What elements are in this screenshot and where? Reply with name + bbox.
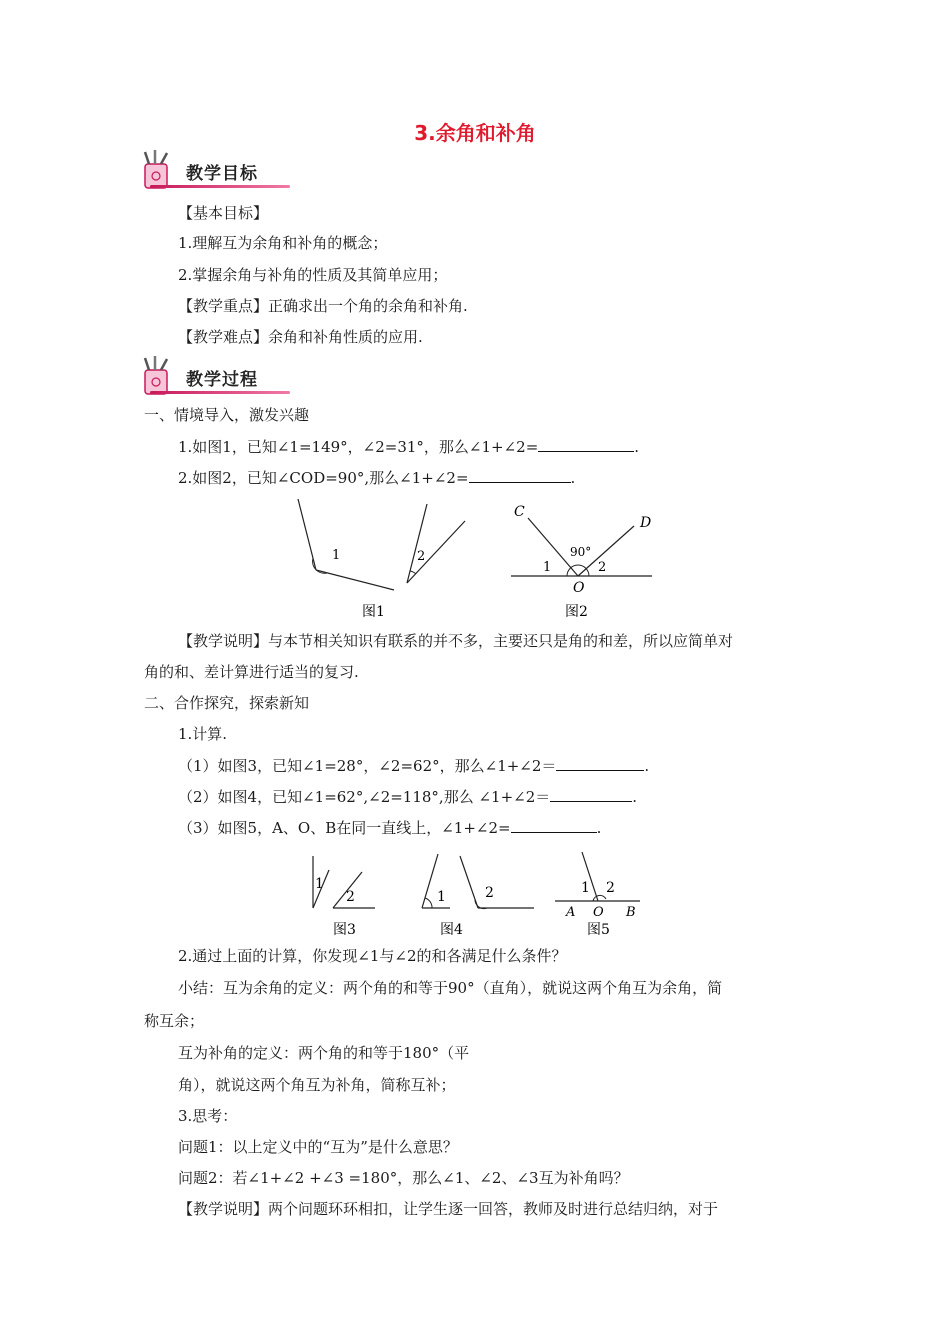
- part1-heading: 一、情境导入，激发兴趣: [144, 406, 310, 424]
- fig4-caption: 图4: [440, 922, 463, 938]
- problem-2: 问题2：若∠1+∠2 +∠3 =180°，那么∠1、∠2、∠3互为补角吗？: [178, 1169, 629, 1187]
- fig2-angle1-label: 1: [543, 560, 552, 575]
- fig5-label-b: B: [626, 905, 636, 920]
- summary2-line2: 角），就说这两个角互为补角，简称互补；: [178, 1076, 456, 1094]
- fig5-caption: 图5: [587, 922, 610, 938]
- fig1-caption: 图1: [362, 604, 385, 620]
- fig5-angle1-label: 1: [581, 880, 590, 896]
- part2-note: 【教学说明】两个问题环环相扣，让学生逐一回答，教师及时进行总结归纳，对于: [178, 1200, 719, 1218]
- figures-3-4-5: [300, 848, 650, 942]
- figure-2: [511, 504, 652, 620]
- calc-3: （3）如图5，A、O、B在同一直线上，∠1+∠2= .: [178, 819, 602, 837]
- figure-1: [298, 499, 465, 620]
- calc-title: 1.计算.: [178, 725, 228, 743]
- difficulty-text: 余角和补角性质的应用.: [268, 328, 423, 346]
- fig2-angle2-label: 2: [598, 560, 607, 575]
- summary1-line2: 称互余；: [144, 1012, 205, 1030]
- fig5-angle2-label: 2: [606, 880, 615, 896]
- fig2-right-angle-label: 90°: [570, 545, 592, 559]
- key-point-text: 正确求出一个角的余角和补角.: [268, 297, 468, 315]
- figures-1-2: [280, 494, 660, 624]
- section-title-goals: 教学目标: [186, 164, 258, 184]
- difficulty: [178, 327, 423, 347]
- fig2-label-o: O: [573, 580, 585, 596]
- answer-blank: [538, 437, 634, 452]
- part2-heading: 二、合作探究，探索新知: [144, 694, 310, 712]
- part1-question-2: 2.如图2，已知∠COD=90°,那么∠1+∠2= .: [178, 469, 576, 487]
- section-title-process: 教学过程: [186, 370, 258, 390]
- fig2-caption: 图2: [565, 604, 588, 620]
- fig3-angle2-label: 2: [346, 889, 355, 905]
- goal-item-2: 2.掌握余角与补角的性质及其简单应用；: [178, 266, 448, 284]
- basic-goal-label: 【基本目标】: [178, 204, 269, 222]
- section-header-goals: [140, 150, 290, 190]
- fig2-label-d: D: [640, 515, 652, 531]
- goal-item-1: 1.理解互为余角和补角的概念；: [178, 234, 388, 252]
- answer-blank: [556, 756, 644, 771]
- answer-blank: [550, 787, 632, 802]
- fig3-angle1-label: 1: [315, 876, 324, 892]
- section-underline: [150, 391, 290, 394]
- fig1-angle2-label: 2: [417, 549, 426, 564]
- figure-3: [313, 856, 375, 938]
- part2-question-2: 2.通过上面的计算，你发现∠1与∠2的和各满足什么条件？: [178, 947, 567, 965]
- fig4-angle1-label: 1: [437, 889, 446, 905]
- problem-1: 问题1：以上定义中的“互为”是什么意思？: [178, 1138, 458, 1156]
- fig4-angle2-label: 2: [485, 885, 494, 901]
- key-point: [178, 296, 468, 316]
- difficulty-label: 【教学难点】: [178, 328, 269, 346]
- fig5-label-a: A: [566, 905, 576, 920]
- fig2-label-c: C: [514, 504, 525, 520]
- section-underline: [150, 185, 290, 188]
- key-point-label: 【教学重点】: [178, 297, 269, 315]
- fig3-caption: 图3: [333, 922, 356, 938]
- summary2-line1: 互为补角的定义：两个角的和等于180°（平: [178, 1044, 470, 1062]
- page-title: 3.余角和补角: [414, 121, 536, 145]
- figure-4: [422, 854, 534, 938]
- think-title: 3.思考：: [178, 1107, 238, 1125]
- fig5-label-o: O: [593, 905, 604, 920]
- fig1-angle1-label: 1: [332, 548, 341, 563]
- calc-1: （1）如图3，已知∠1=28°，∠2=62°，那么∠1+∠2＝ .: [178, 757, 650, 775]
- summary1-line1: 小结：互为余角的定义：两个角的和等于90°（直角），就说这两个角互为余角，简: [178, 979, 723, 997]
- part1-note-line1: 【教学说明】与本节相关知识有联系的并不多，主要还只是角的和差，所以应简单对: [178, 632, 734, 650]
- figure-5: [555, 852, 640, 938]
- section-header-process: [140, 356, 290, 396]
- answer-blank: [511, 818, 597, 833]
- calc-2: （2）如图4，已知∠1=62°,∠2=118°,那么 ∠1+∠2＝ .: [178, 788, 638, 806]
- answer-blank: [469, 468, 571, 483]
- part1-note-line2: 角的和、差计算进行适当的复习.: [144, 663, 359, 681]
- part1-question-1: 1.如图1，已知∠1=149°，∠2=31°，那么∠1+∠2= .: [178, 438, 640, 456]
